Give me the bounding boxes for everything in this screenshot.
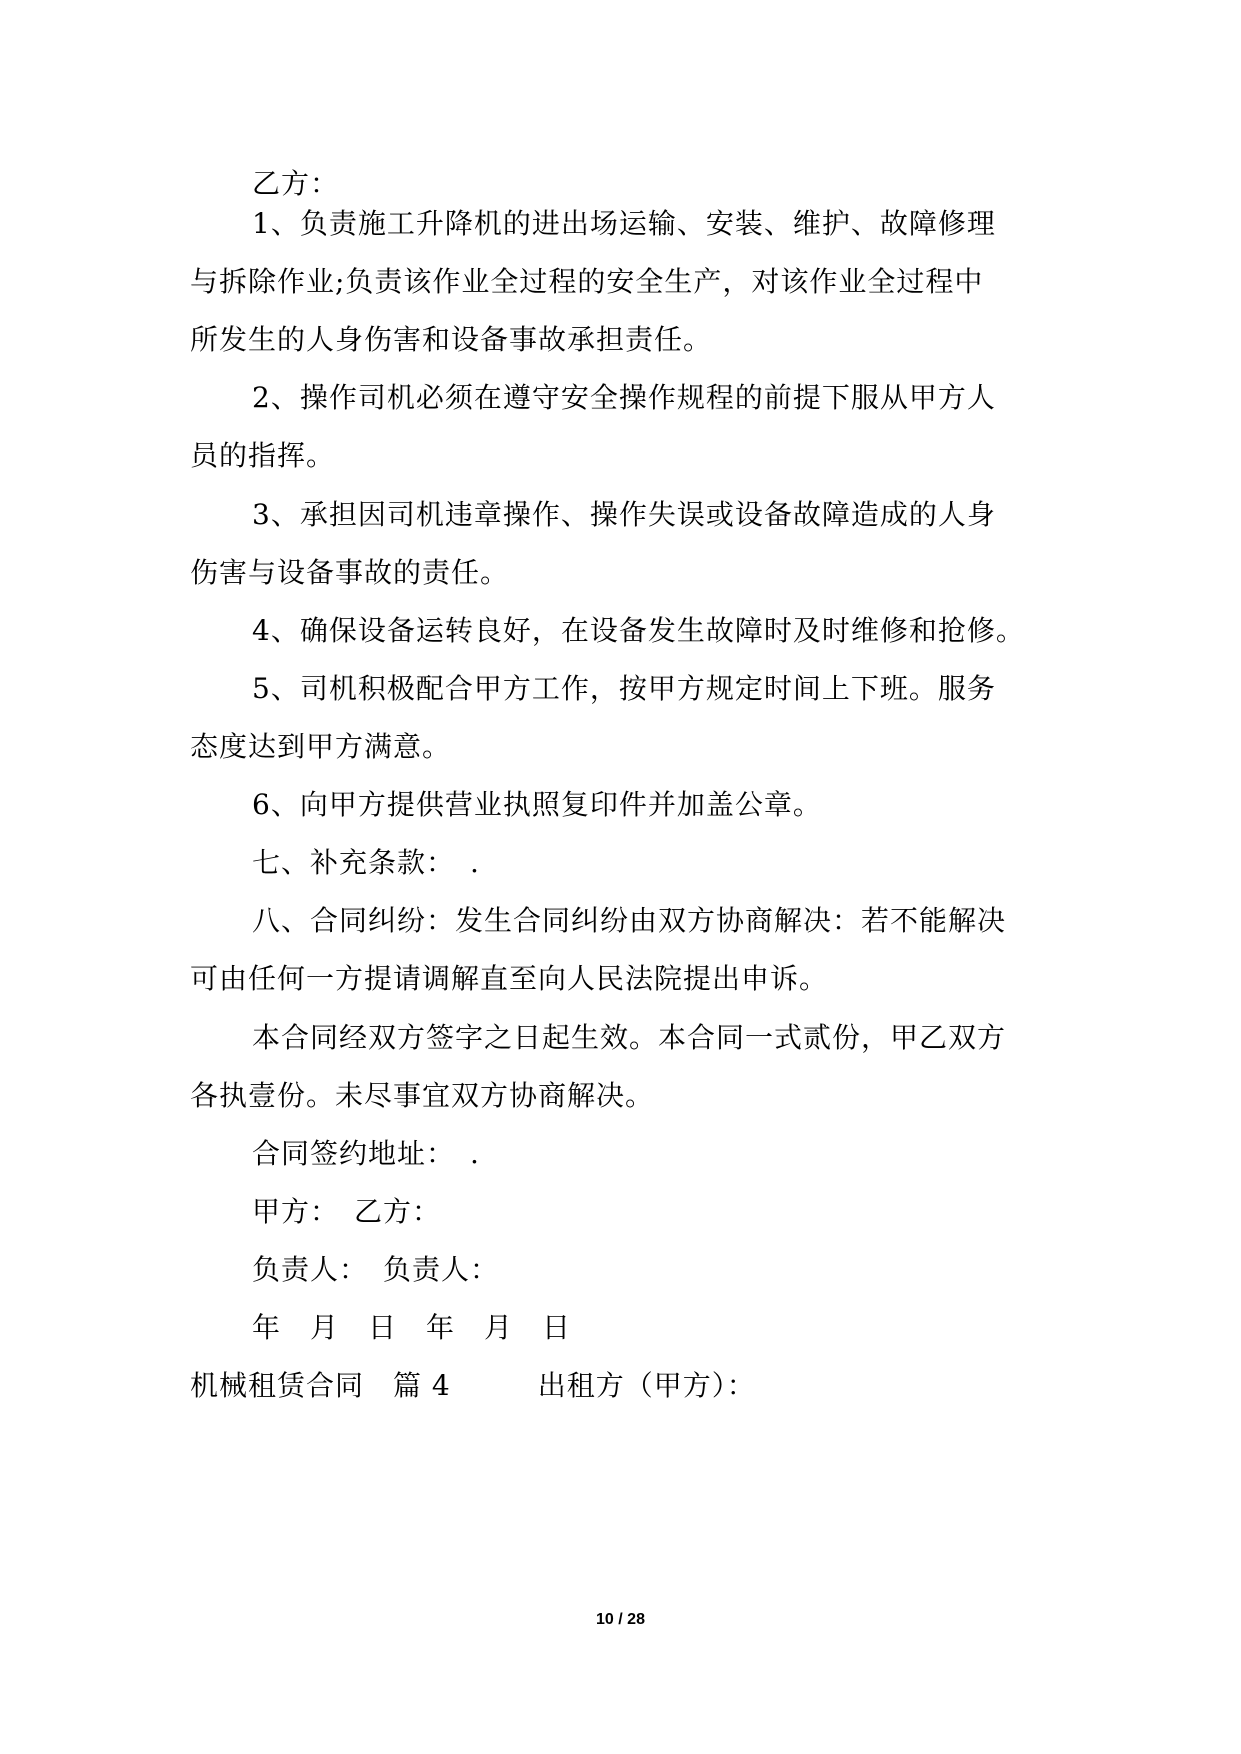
clause-1-line-1: 1、负责施工升降机的进出场运输、安装、维护、故障修理 — [252, 207, 996, 240]
effective-clause-line-1: 本合同经双方签字之日起生效。本合同一式贰份，甲乙双方 — [252, 1021, 1007, 1054]
section-7-supplementary: 七、补充条款： . — [252, 846, 480, 879]
clause-6: 6、向甲方提供营业执照复印件并加盖公章。 — [252, 788, 822, 821]
clause-3-line-1: 3、承担因司机违章操作、操作失误或设备故障造成的人身 — [252, 498, 996, 531]
responsible-persons-line: 负责人： 负责人： — [252, 1253, 500, 1286]
parties-signature-line: 甲方： 乙方： — [252, 1195, 442, 1228]
clause-2-line-2: 员的指挥。 — [190, 439, 336, 472]
date-line: 年 月 日 年 月 日 — [252, 1311, 572, 1344]
section-8-line-2: 可由任何一方提请调解直至向人民法院提出申诉。 — [190, 962, 829, 995]
clause-1-line-2: 与拆除作业;负责该作业全过程的安全生产，对该作业全过程中 — [190, 265, 984, 298]
signing-address: 合同签约地址： . — [252, 1137, 480, 1170]
clause-5-line-2: 态度达到甲方满意。 — [190, 730, 452, 763]
section-8-line-1: 八、合同纠纷：发生合同纠纷由双方协商解决：若不能解决 — [252, 904, 1007, 937]
clause-4: 4、确保设备运转良好，在设备发生故障时及时维修和抢修。 — [252, 614, 1025, 647]
clause-5-line-1: 5、司机积极配合甲方工作，按甲方规定时间上下班。服务 — [252, 672, 996, 705]
clause-1-line-3: 所发生的人身伤害和设备事故承担责任。 — [190, 323, 713, 356]
clause-2-line-1: 2、操作司机必须在遵守安全操作规程的前提下服从甲方人 — [252, 381, 996, 414]
clause-3-line-2: 伤害与设备事故的责任。 — [190, 556, 510, 589]
party-b-heading: 乙方： — [252, 167, 340, 200]
effective-clause-line-2: 各执壹份。未尽事宜双方协商解决。 — [190, 1079, 655, 1112]
contract-4-heading: 机械租赁合同 篇 4 出租方（甲方）： — [190, 1369, 756, 1402]
page-number: 10 / 28 — [596, 1611, 645, 1628]
